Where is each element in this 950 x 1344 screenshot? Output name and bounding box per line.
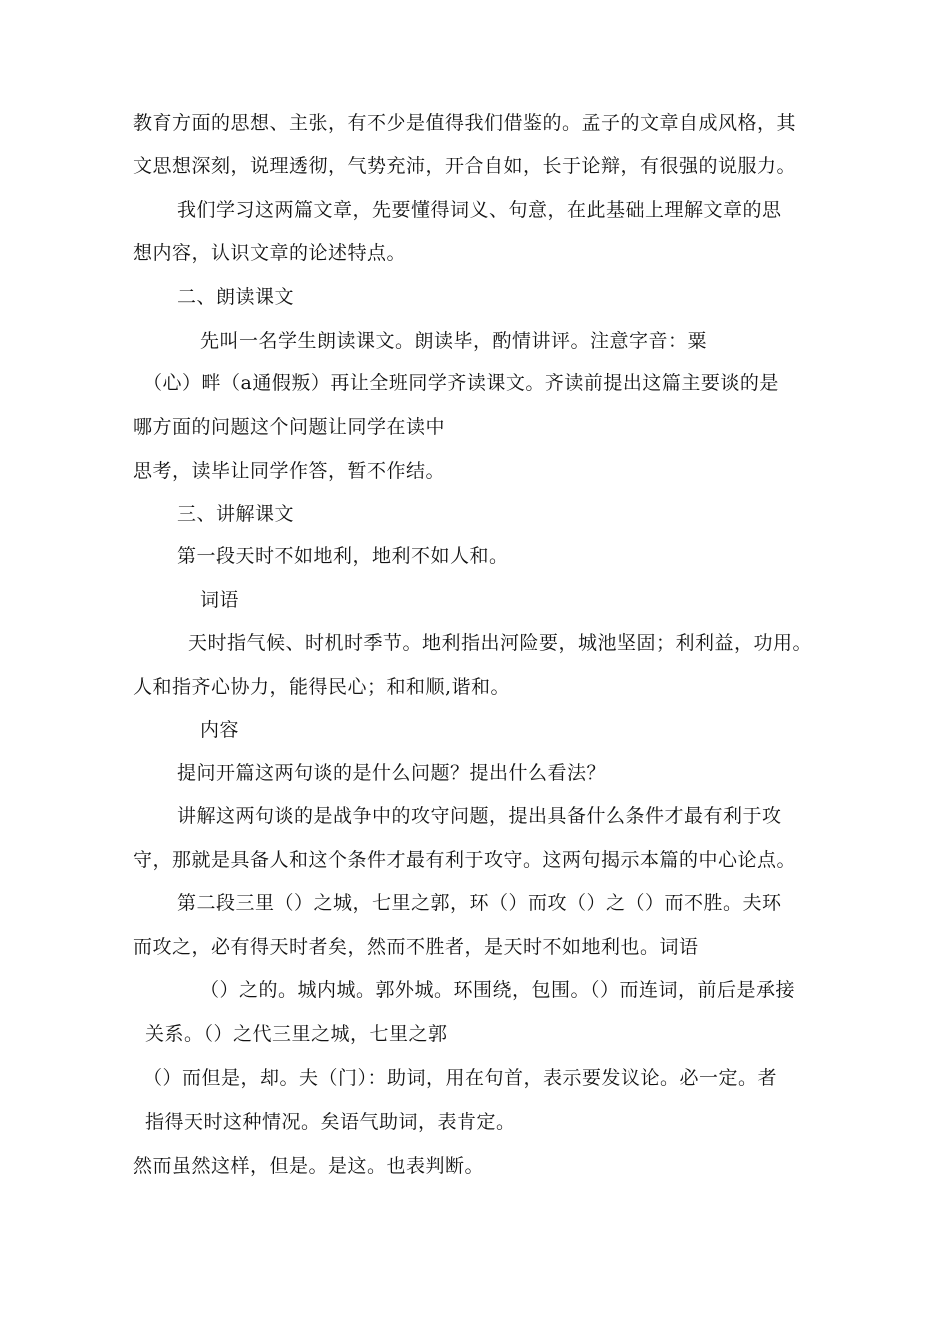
text-line: 我们学习这两篇文章，先要懂得词义、句意，在此基础上理解文章的思 <box>177 199 782 221</box>
text-line: 先叫一名学生朗读课文。朗读毕，酌情讲评。注意字音：粟 <box>200 330 708 352</box>
text-line: 第二段三里（）之城，七里之郭，环（）而攻（）之（）而不胜。夫环 <box>177 892 782 914</box>
text-line: 然而虽然这样，但是。是这。也表判断。 <box>133 1155 485 1177</box>
text-line: 哪方面的问题这个问题让同学在读中 <box>133 416 446 438</box>
text-line: 而攻之，必有得天时者矣，然而不胜者，是天时不如地利也。词语 <box>133 936 699 958</box>
text-line: （心）畔（a通假叛）再让全班同学齐读课文。齐读前提出这篇主要谈的是 <box>143 372 779 394</box>
text-line: 天时指气候、时机时季节。地利指出河险要，城池坚固；利利益，功用。 <box>188 632 813 654</box>
text-line: 讲解这两句谈的是战争中的攻守问题，提出具备什么条件才最有利于攻 <box>177 805 782 827</box>
text-line: 关系。（）之代三里之城，七里之郭 <box>145 1023 448 1045</box>
section-heading: 三、讲解课文 <box>177 503 295 525</box>
text-line: 指得天时这种情况。矣语气助词，表肯定。 <box>145 1111 516 1133</box>
subheading: 词语 <box>200 589 240 611</box>
text-line: （）而但是，却。夫（门）：助词，用在句首，表示要发议论。必一定。者 <box>143 1067 778 1089</box>
subheading: 内容 <box>200 719 240 741</box>
section-heading: 二、朗读课文 <box>177 286 295 308</box>
text-line: 守，那就是具备人和这个条件才最有利于攻守。这两句揭示本篇的中心论点。 <box>133 849 797 871</box>
text-line: 思考，读毕让同学作答，暂不作结。 <box>133 460 446 482</box>
text-line: 文思想深刻，说理透彻，气势充沛，开合自如，长于论辩，有很强的说服力。 <box>133 155 797 177</box>
text-line: 提问开篇这两句谈的是什么问题？提出什么看法？ <box>177 762 607 784</box>
text-line: 教育方面的思想、主张，有不少是值得我们借鉴的。孟子的文章自成风格，其 <box>133 112 797 134</box>
text-line: 想内容，认识文章的论述特点。 <box>133 242 407 264</box>
text-line: 人和指齐心协力，能得民心；和和顺,谐和。 <box>133 676 511 698</box>
text-line: （）之的。城内城。郭外城。环围绕，包围。（）而连词，前后是承接 <box>200 979 796 1001</box>
text-line: 第一段天时不如地利，地利不如人和。 <box>177 545 509 567</box>
